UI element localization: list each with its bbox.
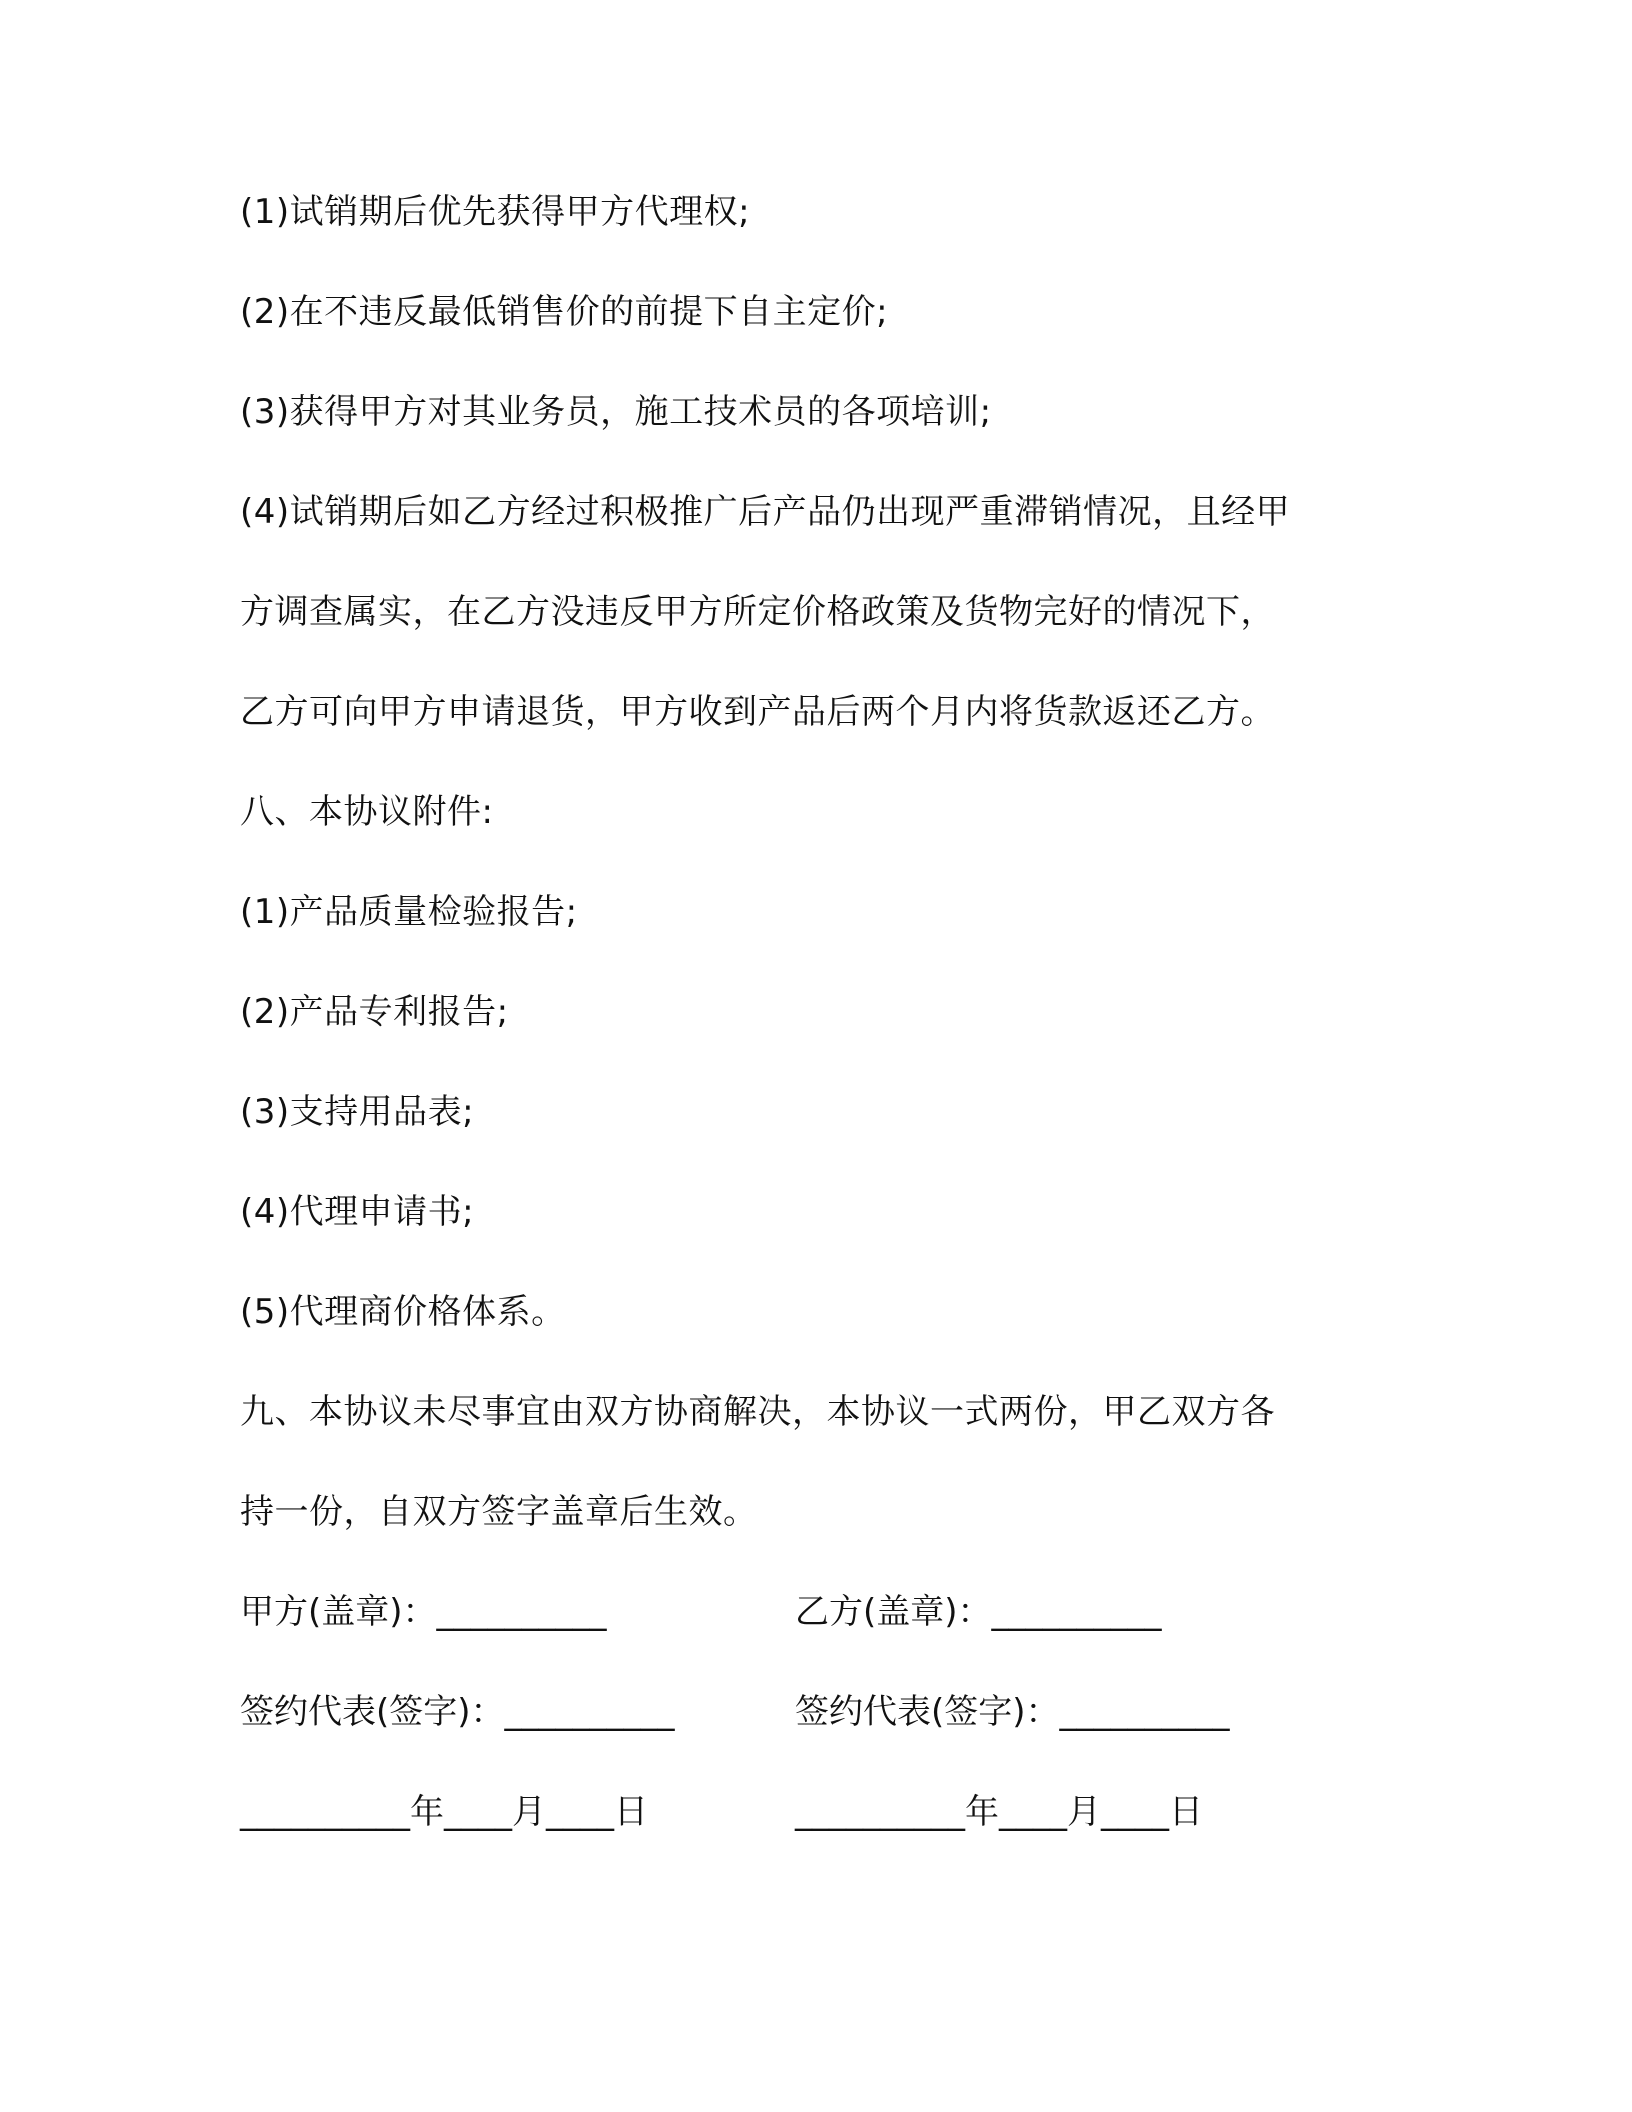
attachment-item-4: (4)代理申请书; [240, 1192, 475, 1232]
signature-row-representative [240, 1688, 1400, 1788]
attachment-item-3: (3)支持用品表; [240, 1092, 475, 1132]
rights-item-2: (2)在不违反最低销售价的前提下自主定价; [240, 292, 889, 332]
rights-item-1: (1)试销期后优先获得甲方代理权; [240, 192, 751, 232]
section-8-heading: 八、本协议附件: [240, 792, 494, 832]
attachment-item-5: (5)代理商价格体系。 [240, 1292, 566, 1332]
party-b-seal-field: 乙方(盖章)：__________ [795, 1592, 1162, 1632]
signature-row-date [240, 1788, 1400, 1888]
document-body [240, 188, 1400, 1888]
attachment-item-2: (2)产品专利报告; [240, 992, 509, 1032]
party-a-representative-field: 签约代表(签字)：__________ [240, 1692, 675, 1732]
party-b-representative-field: 签约代表(签字)：__________ [795, 1692, 1230, 1732]
rights-item-4-line-2: 方调查属实，在乙方没违反甲方所定价格政策及货物完好的情况下， [240, 592, 1275, 632]
rights-item-4-line-1: (4)试销期后如乙方经过积极推广后产品仍出现严重滞销情况，且经甲 [240, 492, 1291, 532]
section-9-line-1: 九、本协议未尽事宜由双方协商解决，本协议一式两份，甲乙双方各 [240, 1392, 1275, 1432]
party-a-date-field: __________年____月____日 [240, 1792, 648, 1832]
rights-item-4-line-3: 乙方可向甲方申请退货，甲方收到产品后两个月内将货款返还乙方。 [240, 692, 1275, 732]
signature-row-seal [240, 1588, 1400, 1688]
section-9-line-2: 持一份，自双方签字盖章后生效。 [240, 1492, 758, 1532]
party-b-date-field: __________年____月____日 [795, 1792, 1203, 1832]
attachment-item-1: (1)产品质量检验报告; [240, 892, 578, 932]
rights-item-3: (3)获得甲方对其业务员，施工技术员的各项培训; [240, 392, 992, 432]
party-a-seal-field: 甲方(盖章)：__________ [240, 1592, 607, 1632]
